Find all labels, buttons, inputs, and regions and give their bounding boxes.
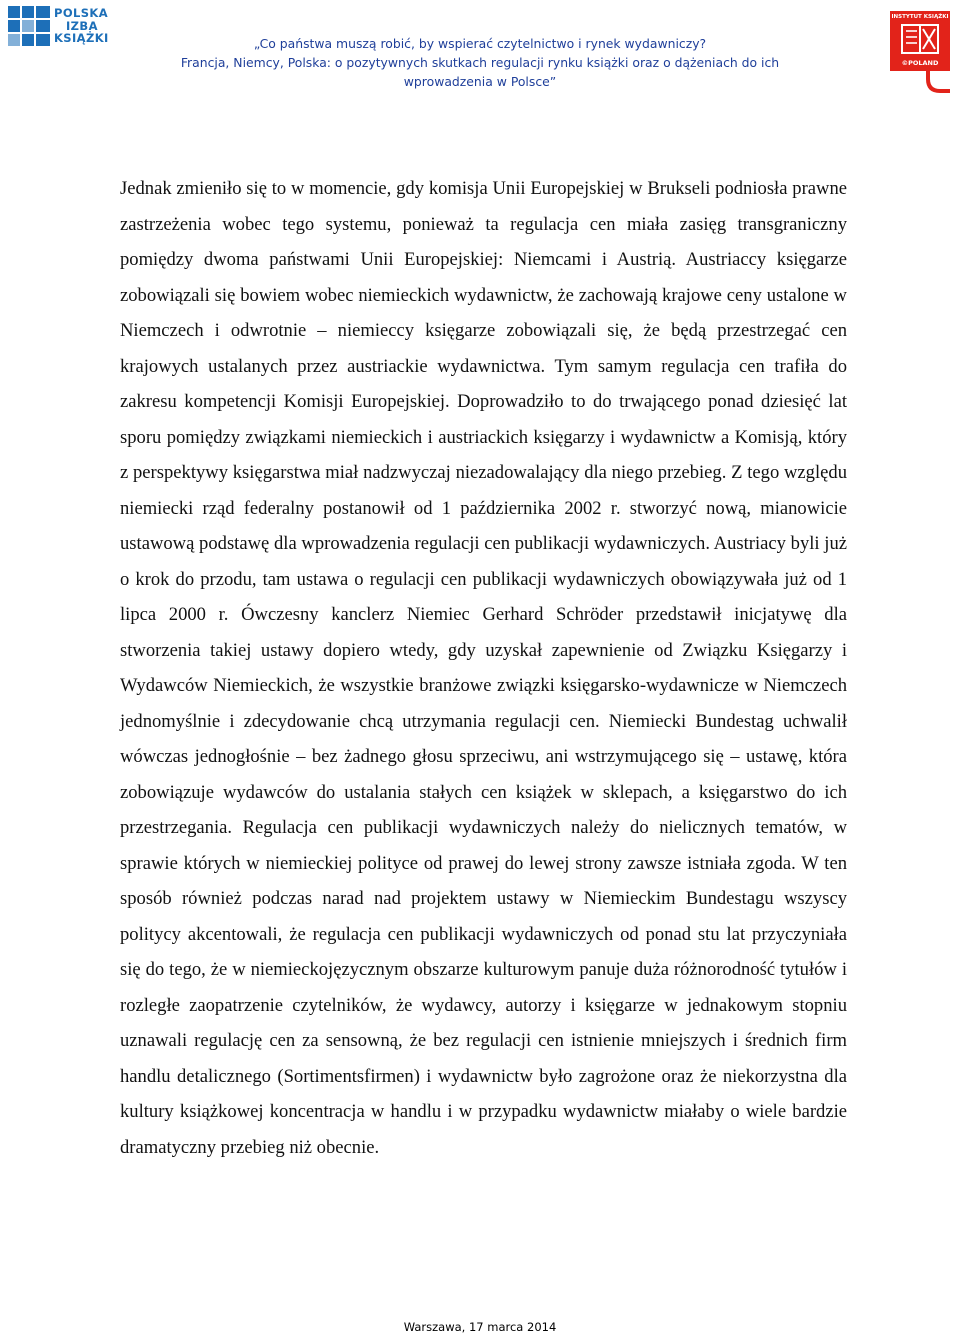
polska-izba-ksiazki-logo: [8, 6, 126, 46]
logo-hook-icon: [926, 71, 950, 93]
footer-date: Warszawa, 17 marca 2014: [403, 1320, 557, 1334]
body-paragraph: Jednak zmieniło się to w momencie, gdy komisja Unii Europejskiej w Brukseli podniosła prawne zastrzeżenia wobec tego systemu, ponieważ ta regulacja cen miała zasięg transgraniczny pomiędzy dwoma państwami Unii Europejskiej: Niemcami i Austrią. Austriaccy księgarze zobowiązali się bowiem wobec niemieckich wydawnictw, że zachowają krajowe ceny ustalone w Niemczech i odwrotnie – niemieccy księgarze zobowiązali się, że będą przestrzegać cen krajowych ustalanych przez austriackie wydawnictwa. Tym samym regulacja cen trafiła do zakresu kompetencji Komisji Europejskiej. Doprowadziło to do trwającego ponad dziesięć lat sporu pomiędzy związkami niemieckich i austriackich księgarzy i wydawnictw a Komisją, który z perspektywy księgarstwa miał nadzwyczaj niezadowalający dla niego przebieg. Z tego względu niemiecki rząd federalny postanowił od 1 października 2002 r. stworzyć nową, mianowicie ustawową podstawę dla wprowadzenia regulacji cen publikacji wydawniczych. Austriacy byli już o krok do przodu, tam ustawa o regulacji cen publikacji wydawniczych obowiązywała już od 1 lipca 2000 r. Ówczesny kanclerz Niemiec Gerhard Schröder przedstawił inicjatywę dla stworzenia takiej ustawy dopiero wtedy, gdy uzyskał zapewnienie od Związku Księgarzy i Wydawców Niemieckich, że wszystkie branżowe związki księgarsko-wydawnicze w Niemczech jednomyślnie i zdecydowanie chcą utrzymania regulacji cen. Niemiecki Bundestag uchwalił wówczas jednogłośnie – bez żadnego głosu sprzeciwu, ani wstrzymującego się – ustawę, która zobowiązuje wydawców do ustalania stałych cen książek w sklepach, a księgarstwo do ich przestrzegania. Regulacja cen publikacji wydawniczych należy do nielicznych tematów, w sprawie których w niemieckiej polityce od prawej do lewej strony zawsze istniała zgoda. W ten sposób również podczas narad nad projektem ustawy w Niemieckim Bundestagu wszyscy politycy akcentowali, że regulacja cen publikacji wydawniczych od ponad stu lat przyczyniała się do tego, że w niemieckojęzycznym obszarze kulturowym panuje duża różnorodność tytułów i rozległe zaopatrzenie czytelników, że wydawcy, autorzy i księgarze w jednakowym stopniu uznawali regulację cen za sensowną, że bez regulacji cen istnienie mniejszych i średnich firm handlu detalicznego (Sortimentsfirmen) i wydawnictw było zagrożone oraz że niekorzystna dla kultury książkowej koncentracja w handlu i w przypadku wydawnictw miałaby o wiele bardzie dramatyczny przebieg niż obecnie.: [120, 178, 847, 1158]
document-header-title: [135, 34, 825, 91]
logo-red-box: [890, 11, 950, 71]
instytut-ksiazki-logo: [890, 11, 950, 95]
header-title-line2: Francja, Niemcy, Polska: o pozytywnych skutkach regulacji rynku książki oraz o dążeniach do ich wprowadzenia w Polsce”: [180, 55, 780, 89]
header-title-line1: „Co państwa muszą robić, by wspierać czytelnictwo i rynek wydawniczy?: [253, 36, 707, 51]
logo-bottom-text: ©POLAND: [901, 59, 939, 67]
logo-tiles-icon: [8, 6, 52, 46]
logo-top-text: INSTYTUT KSIĄŻKI: [891, 14, 949, 20]
logo-text-line2: IZBA: [66, 18, 98, 33]
logo-text-line3: KSIĄŻKI: [54, 31, 109, 45]
logo-text: [54, 7, 109, 45]
logo-text-line1: POLSKA: [54, 6, 109, 20]
